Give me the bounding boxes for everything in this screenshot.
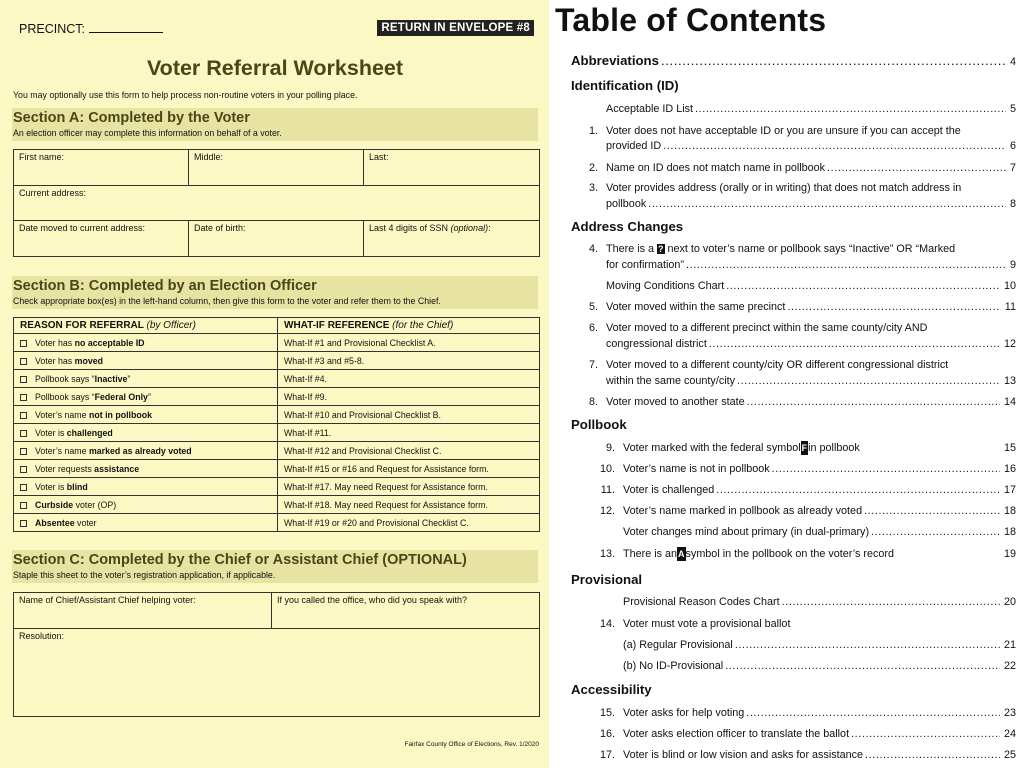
toc-entry-label: There is a: [606, 243, 658, 255]
toc-num: 7.: [588, 359, 598, 371]
whatif-cell: What-If #1 and Provisional Checklist A.: [278, 334, 540, 352]
whatif-cell: What-If #17. May need Request for Assistance form.: [278, 478, 540, 496]
reason-checkbox[interactable]: [20, 484, 27, 491]
toc-dots: [862, 441, 1002, 455]
reason-cell[interactable]: [14, 406, 278, 424]
toc-entry-label: Voter’s name marked in pollbook as already voted: [623, 505, 863, 517]
toc-page: 24: [1003, 728, 1016, 740]
reason-checkbox[interactable]: [20, 466, 27, 473]
reason-cell[interactable]: [14, 334, 278, 352]
first-name-label: First name:: [19, 152, 65, 162]
toc-entry-label: within the same county/city: [606, 375, 736, 387]
reason-text: voter: [74, 517, 97, 528]
toc-num: 1.: [588, 125, 598, 137]
toc-prov-codes[interactable]: [623, 595, 1016, 609]
date-moved-field[interactable]: [14, 221, 189, 257]
toc-moving-chart[interactable]: [606, 279, 1016, 293]
whatif-header-note: (for the Chief): [392, 320, 454, 331]
table-of-contents: [549, 0, 1024, 768]
toc-page: 7: [1009, 162, 1016, 174]
toc-entry-label: Voter is blind or low vision and asks for assistance: [623, 749, 864, 761]
toc-entry-label: There is an: [623, 548, 678, 560]
reason-text: Pollbook says “: [35, 391, 95, 402]
called-office-field[interactable]: [272, 593, 540, 629]
toc-item-1[interactable]: [576, 124, 961, 138]
ssn-label: Last 4 digits of SSN: [369, 223, 451, 233]
reason-keyword: Curbside: [35, 499, 74, 510]
whatif-cell: What-If #15 or #16 and Request for Assistance form.: [278, 460, 540, 478]
toc-page: 12: [1003, 338, 1016, 350]
reason-cell[interactable]: [14, 352, 278, 370]
called-office-label: If you called the office, who did you speak with?: [277, 595, 467, 605]
toc-item-5[interactable]: [576, 300, 1016, 314]
toc-item-12[interactable]: [593, 504, 1016, 518]
reason-keyword: moved: [74, 355, 103, 366]
section-c-title: Section C: Completed by the Chief or Assistant Chief (OPTIONAL): [13, 552, 467, 568]
whatif-cell: What-If #9.: [278, 388, 540, 406]
reason-checkbox[interactable]: [20, 520, 27, 527]
toc-entry-label: congressional district: [606, 338, 707, 350]
reason-text: Pollbook says “: [35, 373, 95, 384]
toc-page: 18: [1003, 505, 1016, 517]
reason-text: ”: [127, 373, 131, 384]
current-address-label: Current address:: [19, 188, 87, 198]
toc-num: 3.: [588, 182, 598, 194]
toc-entry-label: Name on ID does not match name in pollbook: [606, 162, 826, 174]
reason-checkbox[interactable]: [20, 376, 27, 383]
toc-num: 9.: [605, 442, 615, 454]
reason-checkbox[interactable]: [20, 412, 27, 419]
reason-text: Voter is: [35, 427, 67, 438]
reason-checkbox[interactable]: [20, 340, 27, 347]
toc-item-3[interactable]: [576, 181, 961, 195]
toc-entry-label: Voter moved to a different county/city OR different congressional district: [606, 359, 949, 371]
toc-page: 22: [1003, 660, 1016, 672]
toc-entry-label: (b) No ID-Provisional: [623, 660, 724, 672]
current-address-field[interactable]: [14, 186, 540, 221]
toc-entry-label: Voter asks for help voting: [623, 707, 745, 719]
reason-cell[interactable]: [14, 460, 278, 478]
toc-item-7[interactable]: [576, 358, 948, 372]
whatif-header: [278, 318, 540, 334]
precinct-label: PRECINCT:: [19, 22, 85, 36]
toc-page: 8: [1009, 198, 1016, 210]
middle-name-field[interactable]: [189, 150, 364, 186]
reason-text: Voter’s name: [35, 409, 89, 420]
toc-num: 11.: [600, 484, 615, 496]
resolution-field[interactable]: [14, 629, 540, 717]
reason-cell[interactable]: [14, 442, 278, 460]
toc-heading-provisional: Provisional: [571, 572, 643, 587]
reason-header: [14, 318, 278, 334]
toc-entry-label: Voter marked with the federal symbol: [623, 442, 801, 454]
toc-page: 13: [1003, 375, 1016, 387]
toc-page: 23: [1003, 707, 1016, 719]
toc-num: 2.: [588, 162, 598, 174]
worksheet-topbar: [12, 0, 538, 42]
middle-name-label: Middle:: [194, 152, 224, 162]
toc-page: 6: [1009, 140, 1016, 152]
toc-entry-label: Voter moved to another state: [606, 396, 745, 408]
whatif-cell: What-If #4.: [278, 370, 540, 388]
toc-page: 15: [1003, 442, 1016, 454]
toc-item-14[interactable]: [593, 617, 790, 631]
reason-checkbox[interactable]: [20, 394, 27, 401]
referral-row: [14, 460, 540, 478]
toc-entry-label: Voter moved to a different precinct within the same county/city AND: [606, 322, 928, 334]
toc-num: 12.: [599, 505, 615, 517]
toc-entry-label: Voter provides address (orally or in writing) that does not match address in: [606, 182, 962, 194]
referral-row: [14, 406, 540, 424]
toc-acceptable-id[interactable]: [606, 102, 1016, 116]
section-b-title: Section B: Completed by an Election Officer: [13, 278, 317, 294]
first-name-field[interactable]: [14, 150, 189, 186]
toc-page: 9: [1009, 259, 1016, 271]
last-name-label: Last:: [369, 152, 389, 162]
toc-heading-identification: Identification (ID): [571, 78, 679, 93]
toc-item-9[interactable]: [593, 441, 1016, 455]
precinct-field: [19, 22, 163, 36]
dob-field[interactable]: [189, 221, 364, 257]
referral-table: [13, 317, 540, 532]
reason-keyword: Absentee: [35, 517, 75, 528]
reason-checkbox[interactable]: [20, 448, 27, 455]
reason-cell[interactable]: [14, 388, 278, 406]
toc-abbreviations[interactable]: [571, 54, 1016, 69]
ssn-optional: (optional): [450, 223, 489, 233]
resolution-label: Resolution:: [19, 631, 65, 641]
ssn-field[interactable]: [364, 221, 540, 257]
toc-entry-label: Voter asks election officer to translate the ballot: [623, 728, 850, 740]
toc-item-13[interactable]: [593, 547, 1016, 561]
toc-entry-label: Acceptable ID List: [606, 103, 694, 115]
reason-keyword: Inactive: [94, 373, 128, 384]
toc-num: 14.: [599, 618, 615, 630]
reason-keyword: assistance: [94, 463, 140, 474]
toc-item-7-cont[interactable]: [606, 374, 1016, 388]
toc-dots: [896, 547, 1002, 561]
section-a-form: [13, 149, 540, 257]
whatif-cell: What-If #10 and Provisional Checklist B.: [278, 406, 540, 424]
reason-text: Voter’s name: [35, 445, 89, 456]
toc-heading-address-changes: Address Changes: [571, 219, 684, 234]
toc-entry-label: Voter’s name is not in pollbook: [623, 463, 770, 475]
toc-item-15[interactable]: [593, 706, 1016, 720]
toc-entry-label: Voter is challenged: [623, 484, 715, 496]
ssn-colon: :: [488, 223, 491, 233]
toc-num: 6.: [588, 322, 598, 334]
toc-entry-label: Voter does not have acceptable ID or you are unsure if you can accept the: [606, 125, 961, 137]
toc-abbreviations-label: Abbreviations: [571, 54, 659, 68]
absentee-symbol-icon: A: [678, 549, 685, 559]
whatif-cell: What-If #12 and Provisional Checklist C.: [278, 442, 540, 460]
toc-item-11[interactable]: [593, 483, 1016, 497]
question-symbol-icon: ?: [658, 244, 664, 254]
toc-item-6-cont[interactable]: [606, 337, 1016, 351]
toc-entry-label: Voter must vote a provisional ballot: [623, 618, 791, 630]
worksheet-title: Voter Referral Worksheet: [146, 56, 404, 80]
toc-num: 5.: [588, 301, 598, 313]
reason-keyword: challenged: [66, 427, 113, 438]
date-moved-label: Date moved to current address:: [19, 223, 146, 233]
section-c-header: [12, 550, 538, 583]
reason-cell[interactable]: [14, 514, 278, 532]
referral-row: [14, 334, 540, 352]
worksheet-subtitle: You may optionally use this form to help process non-routine voters in your polling place.: [13, 90, 358, 100]
toc-item-14b[interactable]: [623, 659, 1016, 673]
toc-item-14a[interactable]: [623, 638, 1016, 652]
toc-primary[interactable]: [623, 525, 1016, 539]
reason-text: ”: [147, 391, 151, 402]
reason-keyword: blind: [66, 481, 88, 492]
last-name-field[interactable]: [364, 150, 540, 186]
worksheet-footer: Fairfax County Office of Elections, Rev. 1/2020: [404, 741, 539, 748]
toc-item-2[interactable]: [576, 161, 1016, 175]
section-c-form: [13, 592, 540, 717]
toc-page: 17: [1003, 484, 1016, 496]
reason-header-text: REASON FOR REFERRAL: [20, 320, 147, 331]
reason-checkbox[interactable]: [20, 502, 27, 509]
precinct-blank[interactable]: [89, 22, 163, 33]
toc-num: 8.: [588, 396, 598, 408]
referral-row: [14, 388, 540, 406]
reason-keyword: no acceptable ID: [74, 337, 145, 348]
toc-page: 21: [1003, 639, 1016, 651]
toc-page: 11: [1004, 301, 1016, 313]
referral-row: [14, 424, 540, 442]
reason-keyword: marked as already voted: [88, 445, 192, 456]
section-b-desc: Check appropriate box(es) in the left-hand column, then give this form to the voter and refer them to the Chief.: [13, 296, 441, 306]
section-a-header: [12, 108, 538, 141]
whatif-cell: What-If #18. May need Request for Assistance form.: [278, 496, 540, 514]
toc-num: 10.: [599, 463, 615, 475]
section-a-desc: An election officer may complete this information on behalf of a voter.: [13, 128, 282, 138]
toc-item-16[interactable]: [593, 727, 1016, 741]
toc-entry-label: Provisional Reason Codes Chart: [623, 596, 780, 608]
dob-label: Date of birth:: [194, 223, 246, 233]
reason-text: Voter is: [35, 481, 67, 492]
section-c-desc: Staple this sheet to the voter’s registration application, if applicable.: [13, 570, 276, 580]
toc-num: 17.: [599, 749, 615, 761]
toc-item-1-cont[interactable]: [606, 139, 1016, 153]
toc-item-10[interactable]: [593, 462, 1016, 476]
toc-heading-accessibility: Accessibility: [571, 682, 652, 697]
toc-entry-label: next to voter’s name or pollbook says “Inactive” OR “Marked: [664, 243, 956, 255]
toc-page: 18: [1003, 526, 1016, 538]
toc-title: Table of Contents: [555, 2, 827, 38]
toc-page: 25: [1003, 749, 1016, 761]
reason-text: Voter has: [35, 355, 75, 366]
referral-row: [14, 478, 540, 496]
section-a-title: Section A: Completed by the Voter: [13, 110, 250, 126]
reason-text: voter (OP): [73, 499, 117, 510]
referral-row: [14, 442, 540, 460]
toc-entry-label: Voter moved within the same precinct: [606, 301, 786, 313]
reason-cell[interactable]: [14, 370, 278, 388]
reason-keyword: not in pollbook: [88, 409, 152, 420]
toc-heading-pollbook: Pollbook: [571, 417, 627, 432]
toc-item-4[interactable]: [576, 242, 955, 256]
toc-entry-label: provided ID: [606, 140, 662, 152]
toc-item-3-cont[interactable]: [606, 197, 1016, 211]
envelope-badge: RETURN IN ENVELOPE #8: [377, 20, 534, 36]
referral-row: [14, 370, 540, 388]
toc-page: 10: [1003, 280, 1016, 292]
toc-item-17[interactable]: [593, 748, 1016, 762]
toc-page: 14: [1003, 396, 1016, 408]
toc-entry-label: in pollbook: [808, 442, 860, 454]
reason-keyword: Federal Only: [94, 391, 148, 402]
toc-entry-label: pollbook: [606, 198, 647, 210]
reason-cell[interactable]: [14, 496, 278, 514]
reason-checkbox[interactable]: [20, 358, 27, 365]
reason-text: Voter requests: [35, 463, 95, 474]
reason-checkbox[interactable]: [20, 430, 27, 437]
toc-item-6[interactable]: [576, 321, 927, 335]
toc-page: 4: [1009, 56, 1016, 68]
whatif-cell: What-If #19 or #20 and Provisional Checklist C.: [278, 514, 540, 532]
whatif-cell: What-If #11.: [278, 424, 540, 442]
reason-cell[interactable]: [14, 424, 278, 442]
toc-num: 15.: [599, 707, 615, 719]
toc-num: 4.: [588, 243, 598, 255]
whatif-cell: What-If #3 and #5-8.: [278, 352, 540, 370]
toc-entry-label: (a) Regular Provisional: [623, 639, 733, 651]
toc-entry-label: for confirmation”: [606, 259, 685, 271]
toc-item-4-cont[interactable]: [606, 258, 1016, 272]
toc-entry-label: symbol in the pollbook on the voter’s record: [685, 548, 894, 560]
toc-num: 16.: [599, 728, 615, 740]
toc-entry-label: Moving Conditions Chart: [606, 280, 725, 292]
reason-text: Voter has: [35, 337, 75, 348]
chief-name-label: Name of Chief/Assistant Chief helping voter:: [19, 595, 196, 605]
referral-table-header: [14, 318, 540, 334]
toc-page: 16: [1003, 463, 1016, 475]
referral-row: [14, 514, 540, 532]
toc-page: 19: [1003, 548, 1016, 560]
toc-item-8[interactable]: [576, 395, 1016, 409]
federal-symbol-icon: F: [801, 443, 808, 453]
whatif-header-text: WHAT-IF REFERENCE: [284, 320, 393, 331]
referral-row: [14, 352, 540, 370]
reason-header-note: (by Officer): [146, 320, 196, 331]
section-b-header: [12, 276, 538, 309]
toc-entry-label: Voter changes mind about primary (in dual-primary): [623, 526, 870, 538]
toc-page: 5: [1009, 103, 1016, 115]
toc-page: 20: [1003, 596, 1016, 608]
chief-name-field[interactable]: [14, 593, 272, 629]
toc-num: 13.: [599, 548, 615, 560]
referral-row: [14, 496, 540, 514]
reason-cell[interactable]: [14, 478, 278, 496]
